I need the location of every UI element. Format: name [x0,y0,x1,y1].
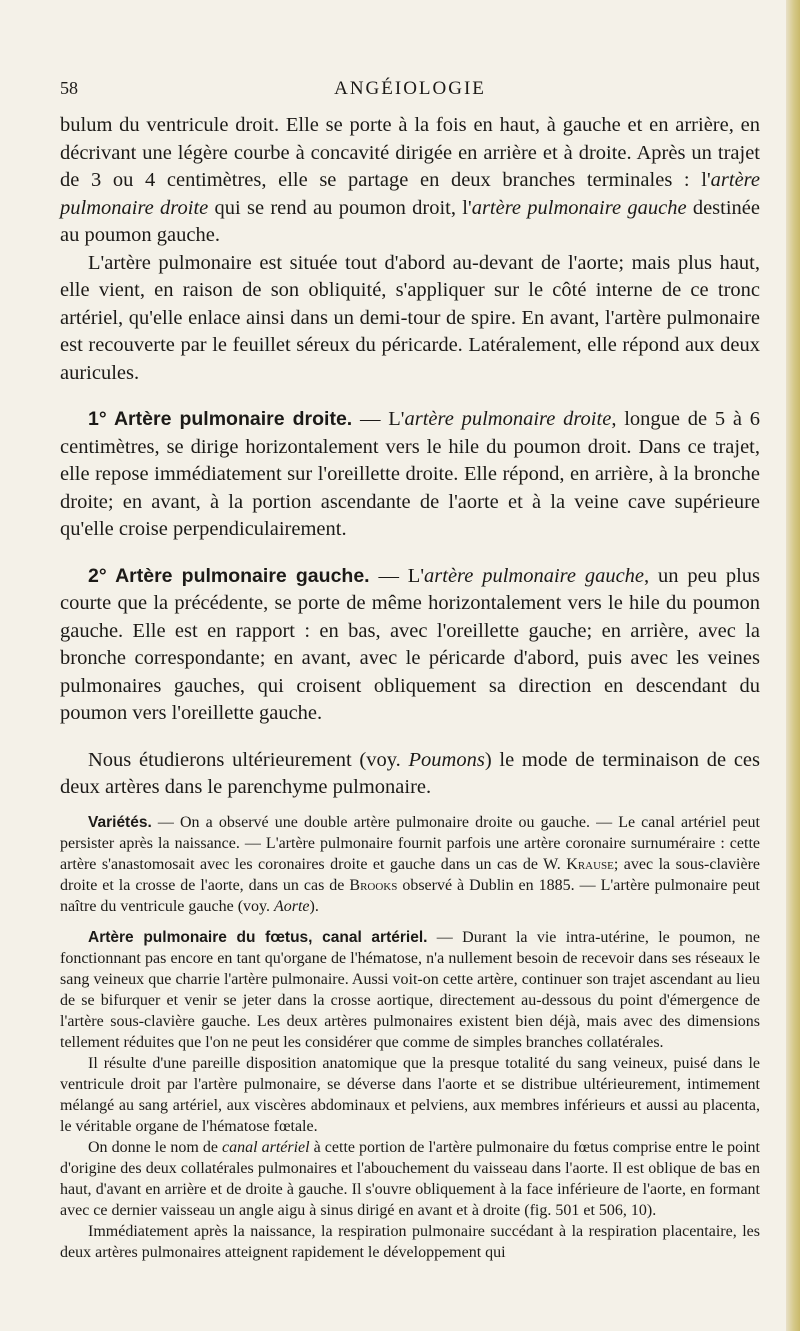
note-canal-arteriel: On donne le nom de canal artériel à cette portion de l'artère pulmonaire du fœtus comprise entre le point d'origine des deux collatérales pulmonaires et l'abouchement du vaisseau dans l'aorte. Il est oblique de bas en haut, d'avant en arrière et de droite à gauche. Il s'ouvre obliquement à la face inférieure de l'aorte, en formant avec ce dernier vaisseau un angle aigu à sinus dirigé en avant et à droite (fig. 501 et 506, 10). [60,1138,761,1219]
note-naissance: Immédiatement après la naissance, la respiration pulmonaire succédant à la respiration placentaire, les deux artères pulmonaires atteignent rapidement le développement qui [60,1222,760,1261]
paragraph-situation: L'artère pulmonaire est située tout d'abord au-devant de l'aorte; mais plus haut, elle vient, en raison de son obliquité, s'appliquer sur le côté interne de ce tronc artériel, qu'elle enlace ainsi dans un demi-tour de spire. En avant, l'artère pulmonaire est recouverte par le feuillet séreux du péricarde. Latéralement, elle répond aux deux auricules. [60,251,760,384]
note-foetus: Artère pulmonaire du fœtus, canal artériel. — Durant la vie intra-utérine, le poumon, ne fonctionnant pas encore en tant qu'organe de l'hématose, n'a nullement besoin de recevoir dans ses réseaux le sang veineux que charrie l'artère pulmonaire. Aussi voit-on cette artère, continuer son trajet ascendant au lieu de se bifurquer et venir se jeter dans la crosse aortique, directement au-dessous du point d'émergence de l'artère sous-clavière gauche. Les deux artères pulmonaires existent bien déjà, mais avec des dimensions tellement réduites que l'on ne peut les considérer que comme de simples branches collatérales. [60,928,760,1051]
main-text [60,112,760,1263]
running-head: ANGÉIOLOGIE [334,78,486,99]
paragraph-terminaison: Nous étudierons ultérieurement (voy. Poumons) le mode de terminaison de ces deux artères dans le parenchyme pulmonaire. [60,748,761,798]
page-number: 58 [60,78,78,98]
section-artere-gauche: 2° Artère pulmonaire gauche. — L'artère pulmonaire gauche, un peu plus courte que la précédente, se porte de même horizontalement vers le hile du poumon gauche. Elle est en rapport : en bas, avec l'oreillette gauche; en arrière, avec la bronche correspondante; en avant, avec le péricarde d'abord, puis avec les veines pulmonaires gauches, qui croisent obliquement sa direction en descendant du poumon vers l'oreillette gauche. [60,564,761,724]
term-artere-pulmonaire-droite: artère pulmonaire droite [60,169,760,219]
note-heading-foetus: Artère pulmonaire du fœtus, canal artériel. [88,928,428,946]
page-edge [786,0,800,1331]
section-artere-droite: 1° Artère pulmonaire droite. — L'artère pulmonaire droite, longue de 5 à 6 centimètres, se dirige horizontalement vers le hile du poumon droit. Dans ce trajet, elle repose immédiatement sur l'oreillette droite. Elle répond, en arrière, à la bronche droite; en avant, à la portion ascendante de l'aorte et à la veine cave supérieure qu'elle croise perpendiculairement. [60,408,760,540]
section-heading-gauche: 2° Artère pulmonaire gauche. [88,564,370,587]
note-disposition: Il résulte d'une pareille disposition anatomique que la presque totalité du sang veineux, puisé dans le ventricule droit par l'artère pulmonaire, se déverse dans l'aorte et se distribue ultérieurement, intimement mélangé au sang artériel, aux viscères abdominaux et pelviens, aux membres inférieurs et aussi au placenta, le véritable organe de l'hématose fœtale. [60,1054,760,1135]
term-artere-pulmonaire-gauche: artère pulmonaire gauche [471,196,687,219]
paragraph-intro: bulum du ventricule droit. Elle se porte à la fois en haut, à gauche et en arrière, en décrivant une légère courbe à concavité dirigée en arrière et à droite. Après un trajet de 3 ou 4 centimètres, elle se partage en deux branches terminales : l'artère pulmonaire droite qui se rend au poumon droit, l'artère pulmonaire gauche destinée au poumon gauche. [60,114,760,246]
note-varietes: Variétés. — On a observé une double artère pulmonaire droite ou gauche. — Le canal artériel peut persister après la naissance. — L'artère pulmonaire fournit parfois une artère coronaire surnuméraire : cette artère s'anastomosait avec les coronaires droite et gauche dans un cas de W. Krause; avec la sous-clavière droite et la crosse de l'aorte, dans un cas de Brooks observé à Dublin en 1885. — L'artère pulmonaire peut naître du ventricule gauche (voy. Aorte). [60,813,761,915]
note-heading-varietes: Variétés. [88,813,152,831]
page-header [60,78,760,104]
section-heading-droite: 1° Artère pulmonaire droite. [88,408,353,430]
